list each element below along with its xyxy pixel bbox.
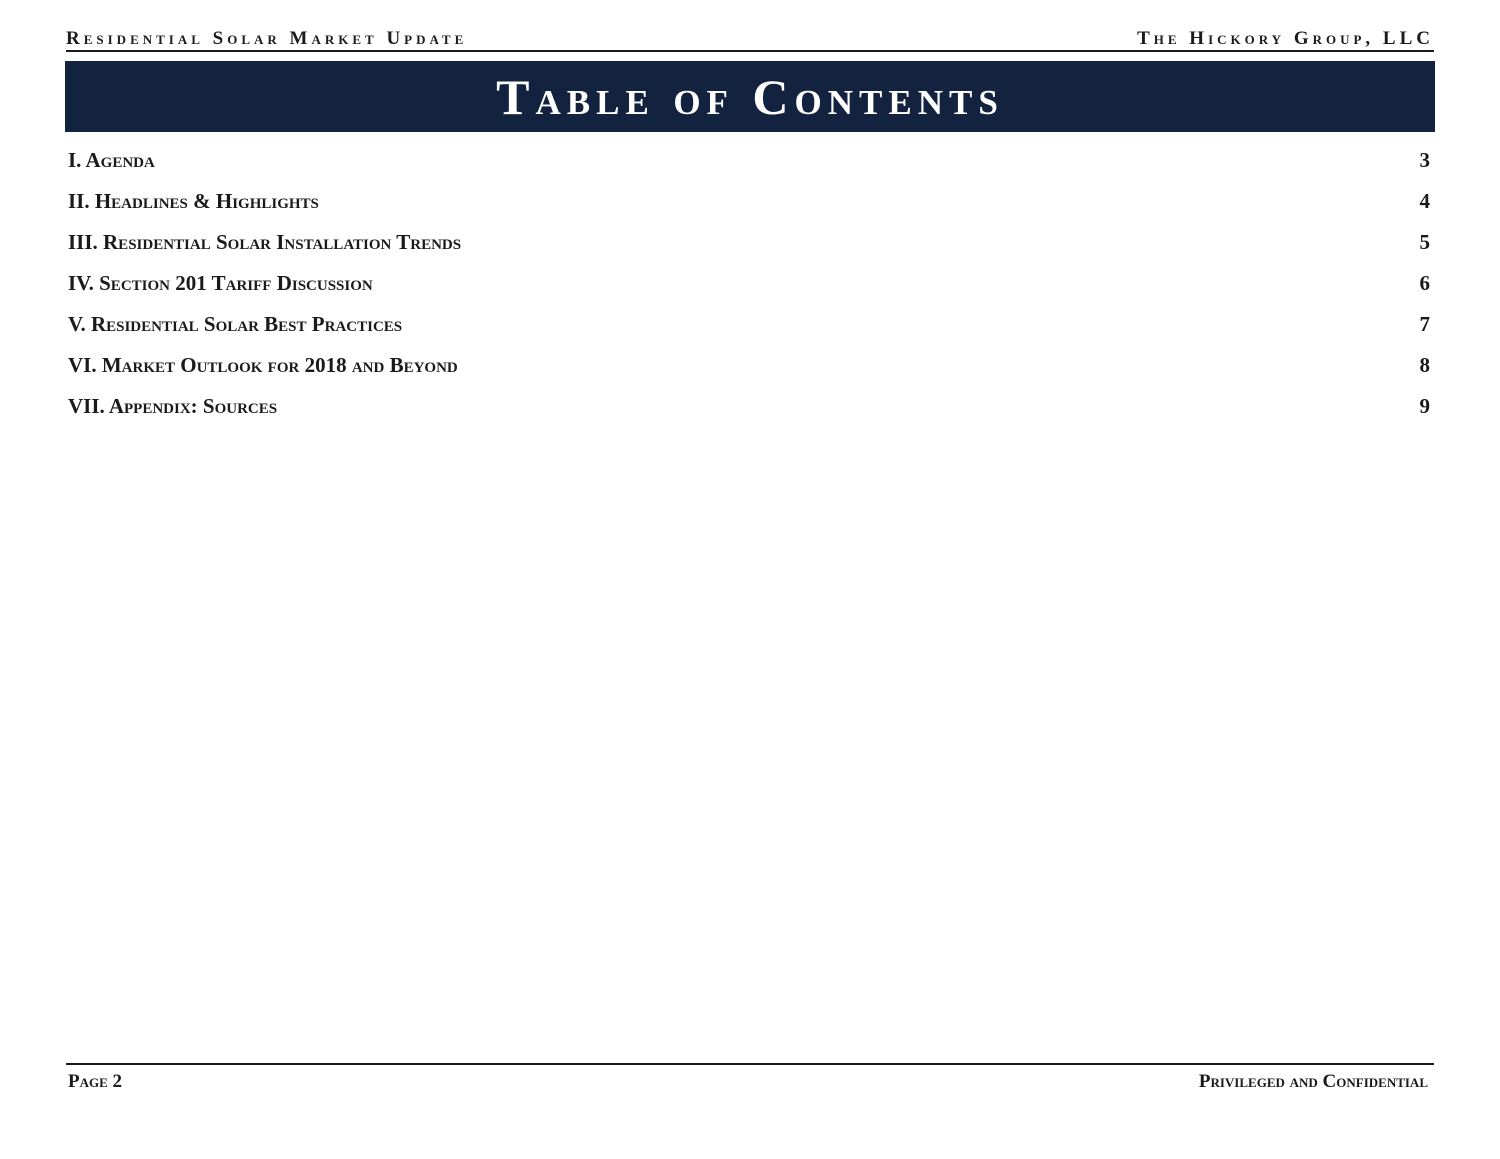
toc-entry-label: VII. Appendix: Sources [68,394,278,418]
toc-entry-best-practices[interactable] [68,312,1432,353]
page-title: Table of Contents [496,68,1004,125]
toc-entry-installation-trends[interactable] [68,230,1432,271]
toc-entry-page: 7 [1419,312,1430,336]
toc-entry-market-outlook[interactable] [68,353,1432,394]
toc-entry-label: I. Agenda [68,148,155,172]
company-name: The Hickory Group, LLC [1137,28,1434,49]
toc-entry-page: 9 [1419,394,1430,418]
toc-entry-label: III. Residential Solar Installation Trends [68,230,462,254]
toc-entry-label: IV. Section 201 Tariff Discussion [68,271,373,295]
toc-entry-page: 3 [1419,148,1430,172]
toc-entry-headlines[interactable] [68,189,1432,230]
toc-entry-label: VI. Market Outlook for 2018 and Beyond [68,353,458,377]
table-of-contents [68,148,1432,435]
toc-entry-tariff[interactable] [68,271,1432,312]
toc-entry-page: 8 [1419,353,1430,377]
toc-entry-page: 4 [1419,189,1430,213]
toc-entry-page: 6 [1419,271,1430,295]
running-footer [66,1063,1434,1093]
toc-entry-label: V. Residential Solar Best Practices [68,312,403,336]
confidentiality-notice: Privileged and Confidential [1198,1071,1428,1092]
document-title: Residential Solar Market Update [66,28,468,49]
toc-entry-appendix[interactable] [68,394,1432,435]
running-header [66,22,1434,52]
toc-entry-page: 5 [1419,230,1430,254]
toc-entry-agenda[interactable] [68,148,1432,189]
title-banner [65,61,1435,132]
page-number: Page 2 [68,1071,123,1092]
toc-entry-label: II. Headlines & Highlights [68,189,319,213]
